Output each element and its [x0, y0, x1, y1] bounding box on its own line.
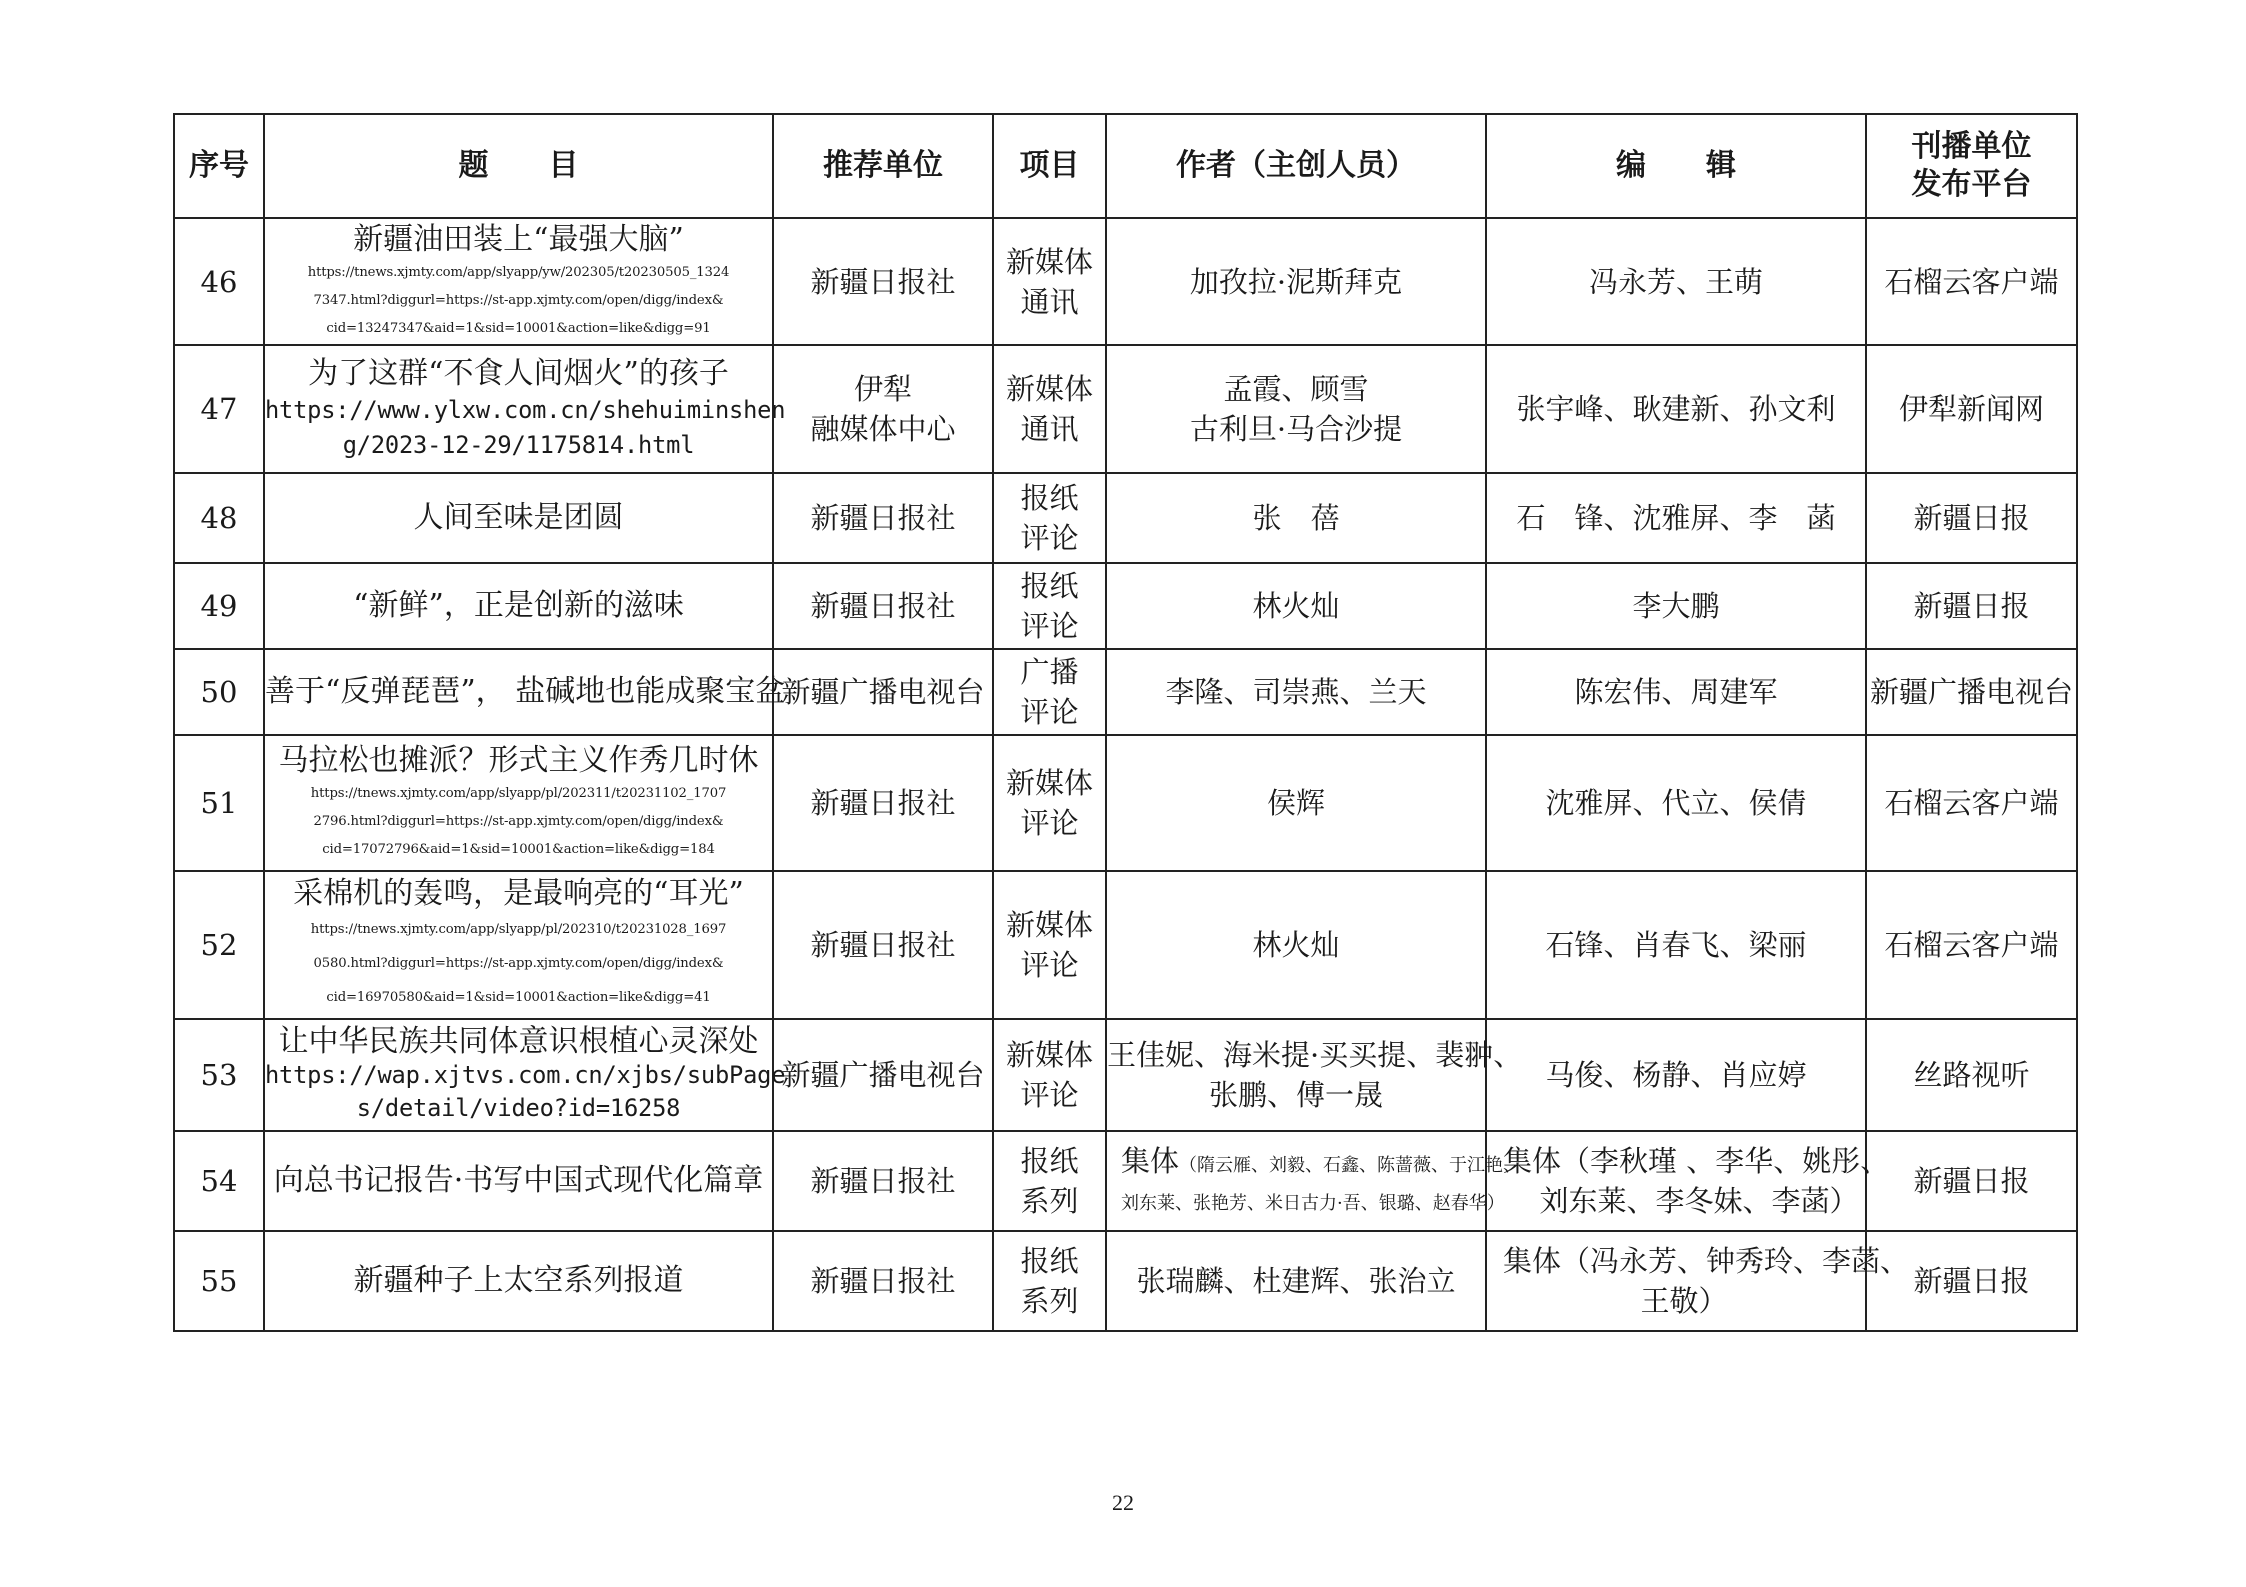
row-item-line: 通讯: [1020, 412, 1079, 446]
row-url-line[interactable]: cid=17072796&aid=1&sid=10001&action=like&digg=184: [322, 842, 715, 857]
header-unit: 推荐单位: [773, 114, 993, 218]
row-unit: [773, 563, 993, 649]
row-title-cell: [264, 1231, 773, 1331]
table-row: [174, 1019, 2077, 1131]
row-author: [1106, 735, 1486, 871]
row-editor: [1486, 563, 1866, 649]
row-platform: 新疆日报: [1866, 1231, 2077, 1331]
row-author-line: 古利旦·马合沙提: [1189, 412, 1403, 446]
header-editor: 编 辑: [1486, 114, 1866, 218]
table-row: [174, 563, 2077, 649]
row-seq: 55: [174, 1231, 264, 1331]
row-item-line: 新媒体: [1005, 908, 1093, 942]
row-author: [1106, 218, 1486, 345]
row-url-line[interactable]: 2796.html?diggurl=https://st-app.xjmty.com/open/digg/index&: [313, 814, 724, 829]
row-seq: 48: [174, 473, 264, 563]
row-seq: 49: [174, 563, 264, 649]
row-unit-line: 新疆日报社: [810, 501, 956, 535]
row-title: 善于“反弹琵琶”， 盐碱地也能成聚宝盆: [265, 674, 786, 709]
row-item-line: 评论: [1020, 695, 1079, 729]
row-title-cell: [264, 473, 773, 563]
row-unit-line: 融媒体中心: [810, 412, 956, 446]
row-item: [993, 473, 1106, 563]
row-unit-line: 新疆日报社: [810, 1264, 956, 1298]
row-item: [993, 563, 1106, 649]
row-item-line: 报纸: [1020, 1144, 1079, 1178]
row-author-line: 李隆、司崇燕、兰天: [1165, 675, 1427, 709]
row-unit-line: 伊犁: [853, 372, 912, 406]
row-editor-line: 集体（冯永芳、钟秀玲、李菡、: [1503, 1244, 1910, 1278]
row-author-note: （隋云雁、刘毅、石鑫、陈蔷薇、于江艳、: [1179, 1154, 1522, 1176]
row-item-line: 报纸: [1020, 569, 1079, 603]
table-row: [174, 345, 2077, 473]
row-platform: 新疆日报: [1866, 473, 2077, 563]
row-platform: 石榴云客户端: [1866, 735, 2077, 871]
row-title: 向总书记报告·书写中国式现代化篇章: [273, 1163, 764, 1198]
header-title: 题 目: [264, 114, 773, 218]
row-platform: 丝路视听: [1866, 1019, 2077, 1131]
row-author: [1106, 473, 1486, 563]
table-row: [174, 649, 2077, 735]
row-title-cell: [264, 735, 773, 871]
row-platform: 新疆日报: [1866, 1131, 2077, 1231]
page-number: 22: [1112, 1490, 1134, 1515]
row-author: [1106, 563, 1486, 649]
row-seq: 50: [174, 649, 264, 735]
row-url-line[interactable]: 7347.html?diggurl=https://st-app.xjmty.com/open/digg/index&: [313, 292, 724, 308]
row-author-note: 刘东莱、张艳芳、米日古力·吾、银璐、赵春华）: [1121, 1192, 1505, 1214]
row-unit-line: 新疆广播电视台: [781, 1058, 985, 1092]
row-author: [1106, 649, 1486, 735]
row-seq: 54: [174, 1131, 264, 1231]
row-platform: 新疆日报: [1866, 563, 2077, 649]
table-row: [174, 735, 2077, 871]
row-seq: 47: [174, 345, 264, 473]
header-item: 项目: [993, 114, 1106, 218]
row-editor-line: 马俊、杨静、肖应婷: [1545, 1058, 1807, 1092]
row-item-line: 广播: [1020, 655, 1079, 689]
row-item-line: 新媒体: [1005, 372, 1093, 406]
row-title-cell: [264, 649, 786, 735]
row-editor-line: 沈雅屏、代立、侯倩: [1545, 786, 1807, 820]
row-unit: [773, 871, 993, 1019]
awards-table: [173, 113, 2078, 1332]
row-title: 让中华民族共同体意识根植心灵深处: [278, 1024, 759, 1059]
row-author: [1106, 1231, 1486, 1331]
table-row: [174, 473, 2077, 563]
table-row: [174, 1231, 2077, 1331]
row-url-line[interactable]: https://tnews.xjmty.com/app/slyapp/yw/202305/t20230505_1324: [307, 264, 730, 280]
row-editor-line: 陈宏伟、周建军: [1574, 675, 1778, 709]
row-editor-line: 冯永芳、王萌: [1588, 264, 1763, 299]
row-editor-line: 王敬）: [1640, 1284, 1728, 1318]
row-editor-line: 集体（李秋瑾 、李华、姚彤、: [1503, 1144, 1890, 1178]
row-title-cell: [264, 871, 773, 1019]
row-author-prefix: 集体: [1121, 1143, 1180, 1178]
row-editor-line: 石 锋、沈雅屏、李 菡: [1516, 501, 1836, 535]
row-item-line: 报纸: [1020, 1244, 1079, 1278]
row-author-line: 张 蓓: [1252, 501, 1340, 535]
row-platform: 新疆广播电视台: [1866, 649, 2077, 735]
header-platform-line1: 刊播单位: [1911, 129, 2032, 164]
row-unit: [773, 735, 993, 871]
row-author-line: 王佳妮、海米提·买买提、裴翀、: [1107, 1038, 1523, 1072]
row-seq: 52: [174, 871, 264, 1019]
row-url-line[interactable]: 0580.html?diggurl=https://st-app.xjmty.com/open/digg/index&: [313, 956, 724, 971]
row-title: 马拉松也摊派？形式主义作秀几时休: [278, 743, 759, 778]
row-author: [1106, 1131, 1522, 1231]
row-author-line: 张瑞麟、杜建辉、张治立: [1136, 1264, 1456, 1298]
row-url-line[interactable]: cid=16970580&aid=1&sid=10001&action=like&digg=41: [326, 990, 711, 1005]
row-unit: [773, 1231, 993, 1331]
table-header-row: [174, 114, 2077, 218]
row-title: 采棉机的轰鸣，是最响亮的“耳光”: [293, 876, 744, 911]
row-item-line: 报纸: [1020, 481, 1079, 515]
row-unit-line: 新疆日报社: [810, 786, 956, 820]
row-editor: [1486, 1231, 1910, 1331]
row-author: [1106, 871, 1486, 1019]
row-item: [993, 218, 1106, 345]
header-platform: [1866, 114, 2077, 218]
row-unit: [773, 1019, 993, 1131]
row-author-line: 林火灿: [1252, 928, 1340, 962]
row-author-line: 加孜拉·泥斯拜克: [1189, 264, 1403, 299]
row-platform: 伊犁新闻网: [1866, 345, 2077, 473]
row-seq: 46: [174, 218, 264, 345]
row-url-line[interactable]: s/detail/video?id=16258: [356, 1094, 681, 1122]
row-item-line: 新媒体: [1005, 1038, 1093, 1072]
row-item-line: 通讯: [1020, 284, 1079, 319]
row-unit: [773, 473, 993, 563]
row-item-line: 系列: [1020, 1184, 1079, 1218]
row-unit-line: 新疆日报社: [810, 589, 956, 623]
row-unit-line: 新疆日报社: [810, 928, 956, 962]
row-author-line: 孟霞、顾雪: [1223, 372, 1369, 406]
row-title-cell: [264, 563, 773, 649]
row-author-line: 侯辉: [1266, 786, 1325, 820]
row-item-line: 评论: [1020, 609, 1079, 643]
row-platform: 石榴云客户端: [1866, 871, 2077, 1019]
row-item-line: 评论: [1020, 948, 1079, 982]
row-item-line: 评论: [1020, 521, 1079, 555]
row-item-line: 新媒体: [1005, 244, 1093, 279]
row-url-line[interactable]: https://tnews.xjmty.com/app/slyapp/pl/202311/t20231102_1707: [310, 786, 727, 801]
row-editor-line: 李大鹏: [1632, 589, 1720, 623]
row-editor-line: 张宇峰、耿建新、孙文利: [1516, 392, 1836, 426]
row-title: 新疆油田装上“最强大脑”: [353, 221, 684, 257]
row-author-line: 林火灿: [1252, 589, 1340, 623]
row-title: “新鲜”，正是创新的滋味: [353, 588, 684, 623]
row-item-line: 评论: [1020, 806, 1079, 840]
row-seq: 53: [174, 1019, 264, 1131]
row-item-line: 系列: [1020, 1284, 1079, 1318]
row-item: [993, 1231, 1106, 1331]
header-seq: 序号: [174, 114, 264, 218]
row-author-line: 张鹏、傅一晟: [1208, 1078, 1383, 1112]
header-platform-line2: 发布平台: [1911, 167, 2032, 202]
row-unit: [773, 345, 993, 473]
row-title-cell: [264, 218, 773, 345]
row-item: [993, 649, 1106, 735]
row-editor: [1486, 1131, 1890, 1231]
row-platform: 石榴云客户端: [1866, 218, 2077, 345]
row-editor-line: 刘东莱、李冬妹、李菡）: [1539, 1184, 1859, 1218]
row-item: [993, 345, 1106, 473]
row-item-line: 评论: [1020, 1078, 1079, 1112]
row-seq: 51: [174, 735, 264, 871]
table-row: [174, 871, 2077, 1019]
row-unit-line: 新疆日报社: [810, 1164, 956, 1198]
row-title-cell: [264, 1131, 773, 1231]
row-url-line[interactable]: https://www.ylxw.com.cn/shehuiminshen: [265, 396, 786, 424]
row-item: [993, 871, 1106, 1019]
row-editor: [1486, 218, 1866, 345]
row-editor: [1486, 345, 1866, 473]
row-title: 人间至味是团圆: [413, 500, 624, 535]
row-editor: [1486, 871, 1866, 1019]
row-title-cell: [264, 345, 786, 473]
row-unit: [773, 218, 993, 345]
row-editor: [1486, 649, 1866, 735]
row-editor: [1486, 735, 1866, 871]
row-title: 为了这群“不食人间烟火”的孩子: [308, 356, 729, 391]
row-title-cell: [264, 1019, 786, 1131]
row-editor: [1486, 1019, 1866, 1131]
row-url-line[interactable]: g/2023-12-29/1175814.html: [342, 431, 695, 459]
row-unit-line: 新疆日报社: [810, 264, 956, 299]
row-unit: [773, 1131, 993, 1231]
row-item: [993, 1131, 1106, 1231]
header-author: 作者（主创人员）: [1106, 114, 1486, 218]
row-editor-line: 石锋、肖春飞、梁丽: [1545, 928, 1807, 962]
table-row: [174, 1131, 2077, 1231]
row-unit-line: 新疆广播电视台: [781, 675, 985, 709]
row-url-line[interactable]: https://wap.xjtvs.com.cn/xjbs/subPage: [265, 1061, 786, 1089]
row-unit: [773, 649, 993, 735]
row-author: [1106, 1019, 1523, 1131]
row-author: [1106, 345, 1486, 473]
row-url-line[interactable]: cid=13247347&aid=1&sid=10001&action=like&digg=91: [326, 320, 711, 336]
row-url-line[interactable]: https://tnews.xjmty.com/app/slyapp/pl/202310/t20231028_1697: [310, 922, 727, 937]
row-item: [993, 1019, 1106, 1131]
table-row: [174, 218, 2077, 345]
row-item: [993, 735, 1106, 871]
row-author-line: [1121, 1141, 1522, 1186]
row-title: 新疆种子上太空系列报道: [353, 1263, 684, 1298]
row-item-line: 新媒体: [1005, 766, 1093, 800]
row-editor: [1486, 473, 1866, 563]
